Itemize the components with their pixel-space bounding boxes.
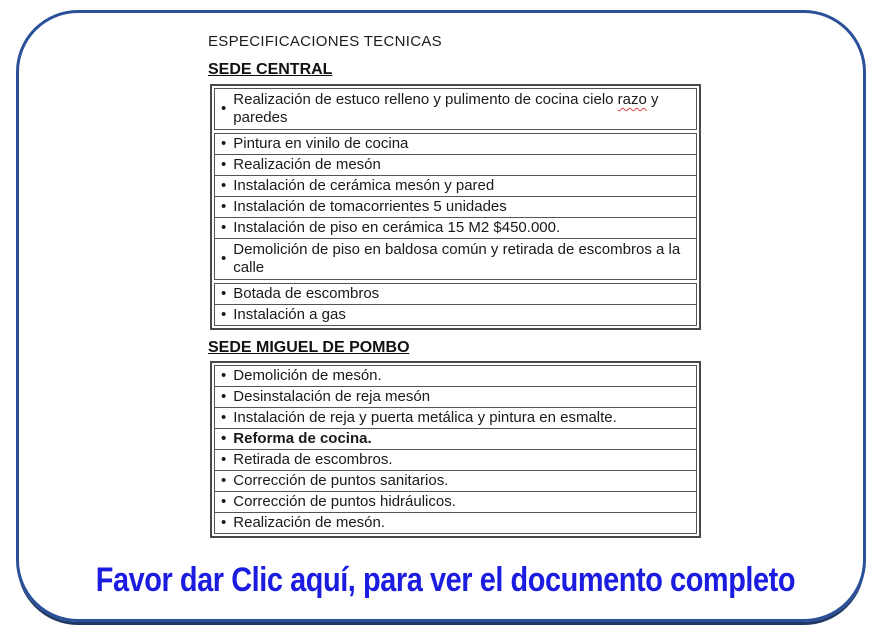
table-row bbox=[214, 470, 697, 492]
bullet-icon: • bbox=[221, 388, 227, 405]
bullet-icon: • bbox=[221, 156, 227, 173]
cta-click-here-link[interactable] bbox=[0, 561, 890, 600]
misspelled-word: razo bbox=[617, 91, 647, 108]
table-row bbox=[214, 88, 697, 130]
row-text-post: y paredes bbox=[233, 91, 659, 126]
table-row bbox=[214, 238, 697, 280]
table-row bbox=[214, 196, 697, 218]
row-text: Botada de escombros bbox=[233, 285, 380, 302]
row-text: Instalación de cerámica mesón y pared bbox=[233, 177, 495, 194]
table-row bbox=[214, 407, 697, 429]
row-text: Demolición de piso en baldosa común y retirada de escombros a la calle bbox=[233, 241, 681, 276]
table-row bbox=[214, 217, 697, 239]
sede-miguel-de-pombo-table bbox=[210, 361, 701, 538]
table-row bbox=[214, 512, 697, 534]
bullet-icon: • bbox=[221, 177, 227, 194]
row-text: Instalación a gas bbox=[233, 306, 346, 323]
row-text: Pintura en vinilo de cocina bbox=[233, 135, 409, 152]
table-row bbox=[214, 491, 697, 513]
row-text: Desinstalación de reja mesón bbox=[233, 388, 431, 405]
table-row bbox=[214, 449, 697, 471]
table-row bbox=[214, 133, 697, 155]
row-text: Realización de mesón. bbox=[233, 514, 386, 531]
row-text: Retirada de escombros. bbox=[233, 451, 393, 468]
bullet-icon: • bbox=[221, 135, 227, 152]
table-row bbox=[214, 365, 697, 387]
bullet-icon: • bbox=[221, 198, 227, 215]
table-row bbox=[214, 428, 697, 450]
bullet-icon: • bbox=[221, 367, 227, 384]
row-text: Realización de mesón bbox=[233, 156, 381, 173]
bullet-icon: • bbox=[221, 409, 227, 426]
page-title: ESPECIFICACIONES TECNICAS bbox=[208, 33, 442, 50]
section-heading-sede-central: SEDE CENTRAL bbox=[208, 61, 333, 78]
row-text bbox=[233, 91, 690, 127]
bullet-icon: • bbox=[221, 100, 227, 117]
bullet-icon: • bbox=[221, 493, 227, 510]
bullet-icon: • bbox=[221, 514, 227, 531]
row-text: Demolición de mesón. bbox=[233, 367, 382, 384]
section-heading-sede-miguel-de-pombo: SEDE MIGUEL DE POMBO bbox=[208, 339, 410, 356]
table-row bbox=[214, 283, 697, 305]
row-text: Instalación de tomacorrientes 5 unidades bbox=[233, 198, 507, 215]
bullet-icon: • bbox=[221, 285, 227, 302]
row-text: Instalación de piso en cerámica 15 M2 $450.000. bbox=[233, 219, 561, 236]
table-row bbox=[214, 154, 697, 176]
bullet-icon: • bbox=[221, 250, 227, 267]
row-text: Instalación de reja y puerta metálica y pintura en esmalte. bbox=[233, 409, 617, 426]
row-text: Corrección de puntos sanitarios. bbox=[233, 472, 449, 489]
row-text: Reforma de cocina. bbox=[233, 430, 372, 447]
bullet-icon: • bbox=[221, 451, 227, 468]
row-text-pre: Realización de estuco relleno y pulimento de cocina cielo bbox=[233, 91, 618, 108]
sede-central-table bbox=[210, 84, 701, 330]
table-row bbox=[214, 175, 697, 197]
bullet-icon: • bbox=[221, 306, 227, 323]
bullet-icon: • bbox=[221, 430, 227, 447]
bullet-icon: • bbox=[221, 219, 227, 236]
cta-label[interactable]: Favor dar Clic aquí, para ver el documento completo bbox=[95, 561, 795, 599]
bullet-icon: • bbox=[221, 472, 227, 489]
table-row bbox=[214, 304, 697, 326]
row-text: Corrección de puntos hidráulicos. bbox=[233, 493, 456, 510]
table-row bbox=[214, 386, 697, 408]
